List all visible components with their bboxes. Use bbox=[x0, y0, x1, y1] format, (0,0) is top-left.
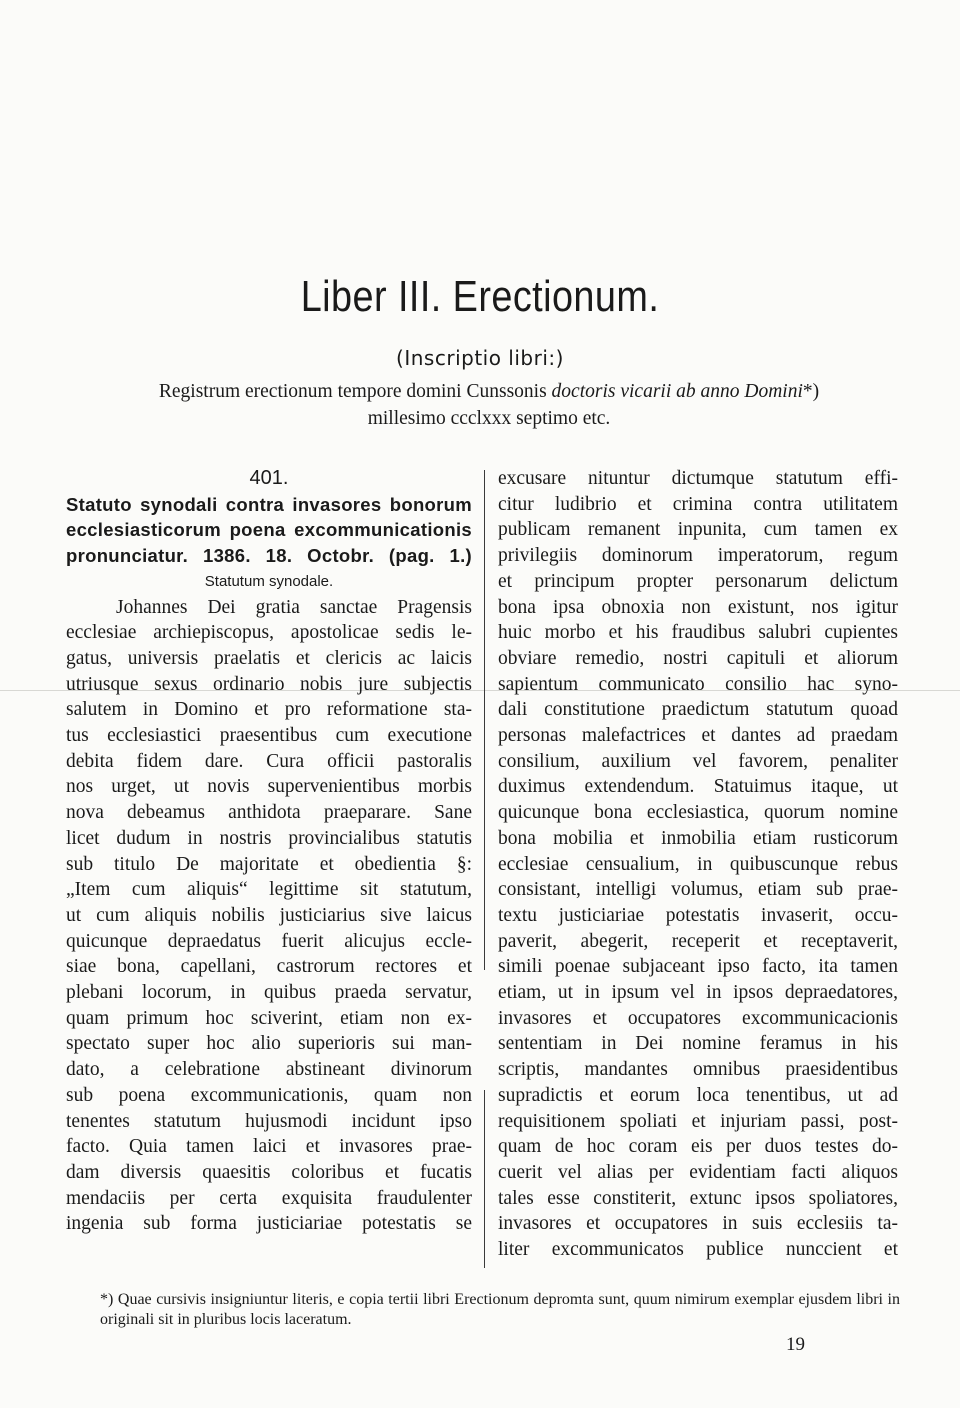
inscriptio-heading: (Inscriptio libri:) bbox=[396, 346, 564, 370]
rubric-line: Statuto synodali contra invasores bonorum bbox=[66, 493, 472, 515]
text-line: debita fidem dare. Cura officii pastoralis bbox=[66, 750, 472, 772]
text-line: simili poenae subjaceant ipso facto, ita tamen bbox=[498, 956, 898, 978]
text-line: consistant, intelligi volumus, etiam sub prae- bbox=[498, 879, 898, 901]
footnote-text: Quae cursivis insigniuntur literis, e copia tertii libri Erectionum depromta sunt, quum nimirum exemplar ejusdem libri in originali sit in pluribus locis laceratum. bbox=[100, 1291, 901, 1328]
text-line: duximus extendendum. Statuimus itaque, ut bbox=[498, 776, 898, 798]
text-line: ut cum aliquis nobilis justiciarius sive laicus bbox=[66, 904, 472, 926]
page-number: 19 bbox=[786, 1334, 805, 1355]
text-line: requisitionem spoliati et injuriam passi, post- bbox=[498, 1110, 898, 1132]
footnote-mark: *) bbox=[100, 1291, 114, 1308]
text-line: huic morbo et his fraudibus salubri cupientes bbox=[498, 622, 898, 644]
text-line: bona ipsa obnoxia non existunt, nos igitur bbox=[498, 596, 898, 618]
text-line: utriusque sexus ordinario nobis jure subjectis bbox=[66, 673, 472, 695]
text-line: gatus, universis praelatis et clericis ac laicis bbox=[66, 647, 472, 669]
text-line: excusare nituntur dictumque statutum effi- bbox=[498, 468, 898, 489]
text-line: textu justiciariae potestatis invaserit, occu- bbox=[498, 904, 898, 926]
text-line: etiam, ut in ipsum vel in ipsos depraedatores, bbox=[498, 982, 898, 1004]
column-divider bbox=[484, 470, 485, 970]
text-line: siae bona, capellani, castrorum rectores et bbox=[66, 956, 472, 978]
text-line: licet dudum in nostris provincialibus statutis bbox=[66, 827, 472, 849]
text-line: supradictis et eorum loca tenentibus, ut ad bbox=[498, 1084, 898, 1106]
text-line: obviare remedio, nostri capituli et aliorum bbox=[498, 647, 898, 669]
text-line: sub titulo De majoritate et obedientia §: bbox=[66, 853, 472, 875]
footnote-reference: *) bbox=[802, 381, 820, 402]
text-line: mendaciis per certa exquisita fraudulenter bbox=[66, 1187, 472, 1209]
text-line: facto. Quia tamen laici et invasores prae- bbox=[66, 1136, 472, 1158]
text-line: et principum propter personarum delictum bbox=[498, 570, 898, 592]
registrum-text-italic: doctoris vicarii ab anno Domini bbox=[551, 381, 803, 402]
text-line: ingenia sub forma justiciariae potestatis se bbox=[66, 1213, 472, 1235]
text-line: invasores et occupatores excommunicacionis bbox=[498, 1007, 898, 1029]
text-line: paverit, abegerit, receperit et receptaverit, bbox=[498, 930, 898, 952]
text-line: bona mobilia et inmobilia etiam rusticorum bbox=[498, 827, 898, 849]
book-title: Liber III. Erectionum. bbox=[300, 272, 660, 321]
rubric-line: pronunciatur. 1386. 18. Octobr. (pag. 1.) bbox=[66, 545, 472, 567]
text-line: ecclesiae archiepiscopus, apostolicae sedis le- bbox=[66, 622, 472, 644]
text-line: plebani locorum, in quibus praeda servatur, bbox=[66, 982, 472, 1004]
registrum-text-a: Registrum erectionum tempore domini Cunssonis bbox=[158, 381, 552, 402]
right-column bbox=[498, 466, 898, 1263]
text-line: Johannes Dei gratia sanctae Pragensis bbox=[116, 596, 472, 618]
text-line: dali constitutione praedictum statutum quoad bbox=[498, 699, 898, 721]
column-divider bbox=[484, 1090, 485, 1268]
registrum-text-line2: millesimo ccclxxx septimo etc. bbox=[367, 408, 611, 429]
text-line: dato, a celebratione abstineant divinorum bbox=[66, 1059, 472, 1081]
rubric-line: ecclesiasticorum poena excommunicationis bbox=[66, 519, 472, 541]
text-line: citur ludibrio et crimina contra utilitatem bbox=[498, 493, 898, 515]
text-line: sub poena excommunicationis, quam non bbox=[66, 1084, 472, 1106]
text-line: personas malefactrices et dantes ad praedam bbox=[498, 725, 898, 747]
text-line: dam diversis quaesitis coloribus et fucatis bbox=[66, 1161, 472, 1183]
text-line: sententiam in Dei nomine feramus in his bbox=[498, 1033, 898, 1055]
text-line: cuerit vel alias per evidentiam facti aliquos bbox=[498, 1161, 898, 1183]
text-line: tales esse constiterit, extunc ipsos spoliatores, bbox=[498, 1187, 898, 1209]
text-line: invasores et occupatores in suis ecclesiis ta- bbox=[498, 1213, 898, 1235]
text-line: „Item cum aliquis“ legittime sit statutum, bbox=[66, 879, 472, 901]
text-line: quam primum hoc sciverint, etiam non ex- bbox=[66, 1007, 472, 1029]
text-line: quicunque bona ecclesiastica, quorum nomine bbox=[498, 802, 898, 824]
text-line: publicam remanent inpunita, cum tamen ex bbox=[498, 519, 898, 541]
text-line: liter excommunicatos publice nunccient et bbox=[498, 1239, 898, 1261]
sub-heading: Statutum synodale. bbox=[204, 572, 334, 590]
text-line: ecclesiae censualium, in quibuscunque rebus bbox=[498, 853, 898, 875]
text-line: salutem in Domino et pro reformatione sta- bbox=[66, 699, 472, 721]
text-line: privilegiis dominorum imperatorum, regum bbox=[498, 545, 898, 567]
text-line: nova debeamus anthidota praeparare. Sane bbox=[66, 802, 472, 824]
text-line: tenentes statutum hujusmodi incidunt ipso bbox=[66, 1110, 472, 1132]
text-line: scriptis, mandantes omnibus praesidentibus bbox=[498, 1059, 898, 1081]
text-line: sapientum communicato consilio hac syno- bbox=[498, 673, 898, 695]
registrum-statement bbox=[104, 378, 874, 432]
left-column bbox=[66, 466, 472, 1237]
document-number: 401. bbox=[249, 467, 289, 489]
text-line: consilium, auxilium vel favorem, penaliter bbox=[498, 750, 898, 772]
text-line: tus ecclesiastici praesentibus cum executione bbox=[66, 725, 472, 747]
text-line: spectato super hoc alio superioris sui man- bbox=[66, 1033, 472, 1055]
footnote bbox=[100, 1290, 900, 1330]
text-line: quam de hoc coram eis per duos testes do- bbox=[498, 1136, 898, 1158]
text-line: nos urget, ut novis supervenientibus morbis bbox=[66, 776, 472, 798]
text-line: quicunque depraedatus fuerit alicujus eccle- bbox=[66, 930, 472, 952]
